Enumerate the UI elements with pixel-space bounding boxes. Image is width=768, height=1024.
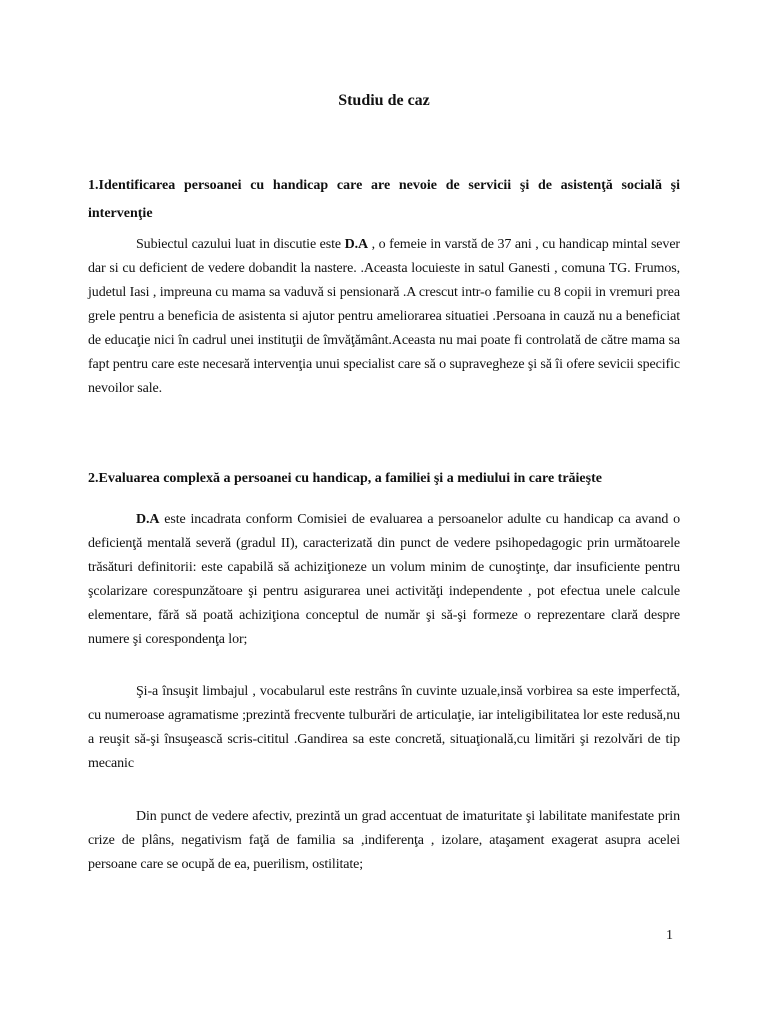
section-1-paragraph-1 [88, 233, 680, 401]
section-2-paragraph-1 [88, 508, 680, 652]
section-1-heading: 1.Identificarea persoanei cu handicap care are nevoie de servicii şi de asistenţă socială şi intervenţie [88, 178, 680, 221]
paragraph-body-text: , o femeie in varstă de 37 ani , cu handicap mintal sever dar si cu deficient de vedere dobandit la nastere. .Aceasta locuieste in satul Ganesti , comuna TG. Frumos, judetul Iasi , impreuna cu mama sa vaduvă si pensionară .A crescut intr-o familie cu 8 copii in vremuri prea grele pentru a beneficia de asistenta si ajutor pentru ameliorarea situatiei .Persoana in cauză nu a beneficiat de educaţie nici în cadrul unei instituţii de îmvăţământ.Aceasta nu mai poate fi controlată de către mama sa fapt pentru care este necesară intervenţia unui specialist care să o supravegheze şi să îi ofere sevicii specific nevoilor sale. [88, 237, 680, 396]
section-2-heading: 2.Evaluarea complexă a persoanei cu handicap, a familiei şi a mediului in care trăieşte [88, 471, 602, 486]
subject-initials: D.A [136, 512, 160, 527]
section-2-paragraph-2: Şi-a însuşit limbajul , vocabularul este restrâns în cuvinte uzuale,insă vorbirea sa este imperfectă, cu numeroase agramatisme ;prezintă frecvente tulburări de articulaţie, iar inteligibilitatea lor este redusă,nu a reuşit să-şi însuşească scris-cititul .Gandirea sa este concretă, situaţională,cu limitări şi rezolvări de tip mecanic [88, 684, 680, 771]
document-title: Studiu de caz [338, 92, 430, 109]
paragraph-body-text: este incadrata conform Comisiei de evaluarea a persoanelor adulte cu handicap ca avand o deficienţă mentală severă (gradul II), caracterizată din punct de vedere psihopedagogic prin următoarele trăsături definitorii: este capabilă să achiziţioneze un volum minim de cunoştinţe, dar insuficiente pentru şcolarizare corespunzătoare şi pentru asigurarea unei activităţi independente , pot efectua unele calcule elementare, fără să poată achiziţiona conceptul de număr şi să-şi formeze o reprezentare clară despre numere şi corespondenţa lor; [88, 512, 680, 647]
section-2-paragraph-3: Din punct de vedere afectiv, prezintă un grad accentuat de imaturitate şi labilitate manifestate prin crize de plâns, negativism faţă de familia sa ,indiferenţa , izolare, ataşament exagerat asupra acelei persoane care se ocupă de ea, puerilism, ostilitate; [88, 809, 680, 872]
page-number: 1 [666, 928, 673, 943]
subject-initials: D.A [344, 237, 369, 252]
paragraph-lead-text: Subiectul cazului luat in discutie este [136, 237, 345, 252]
